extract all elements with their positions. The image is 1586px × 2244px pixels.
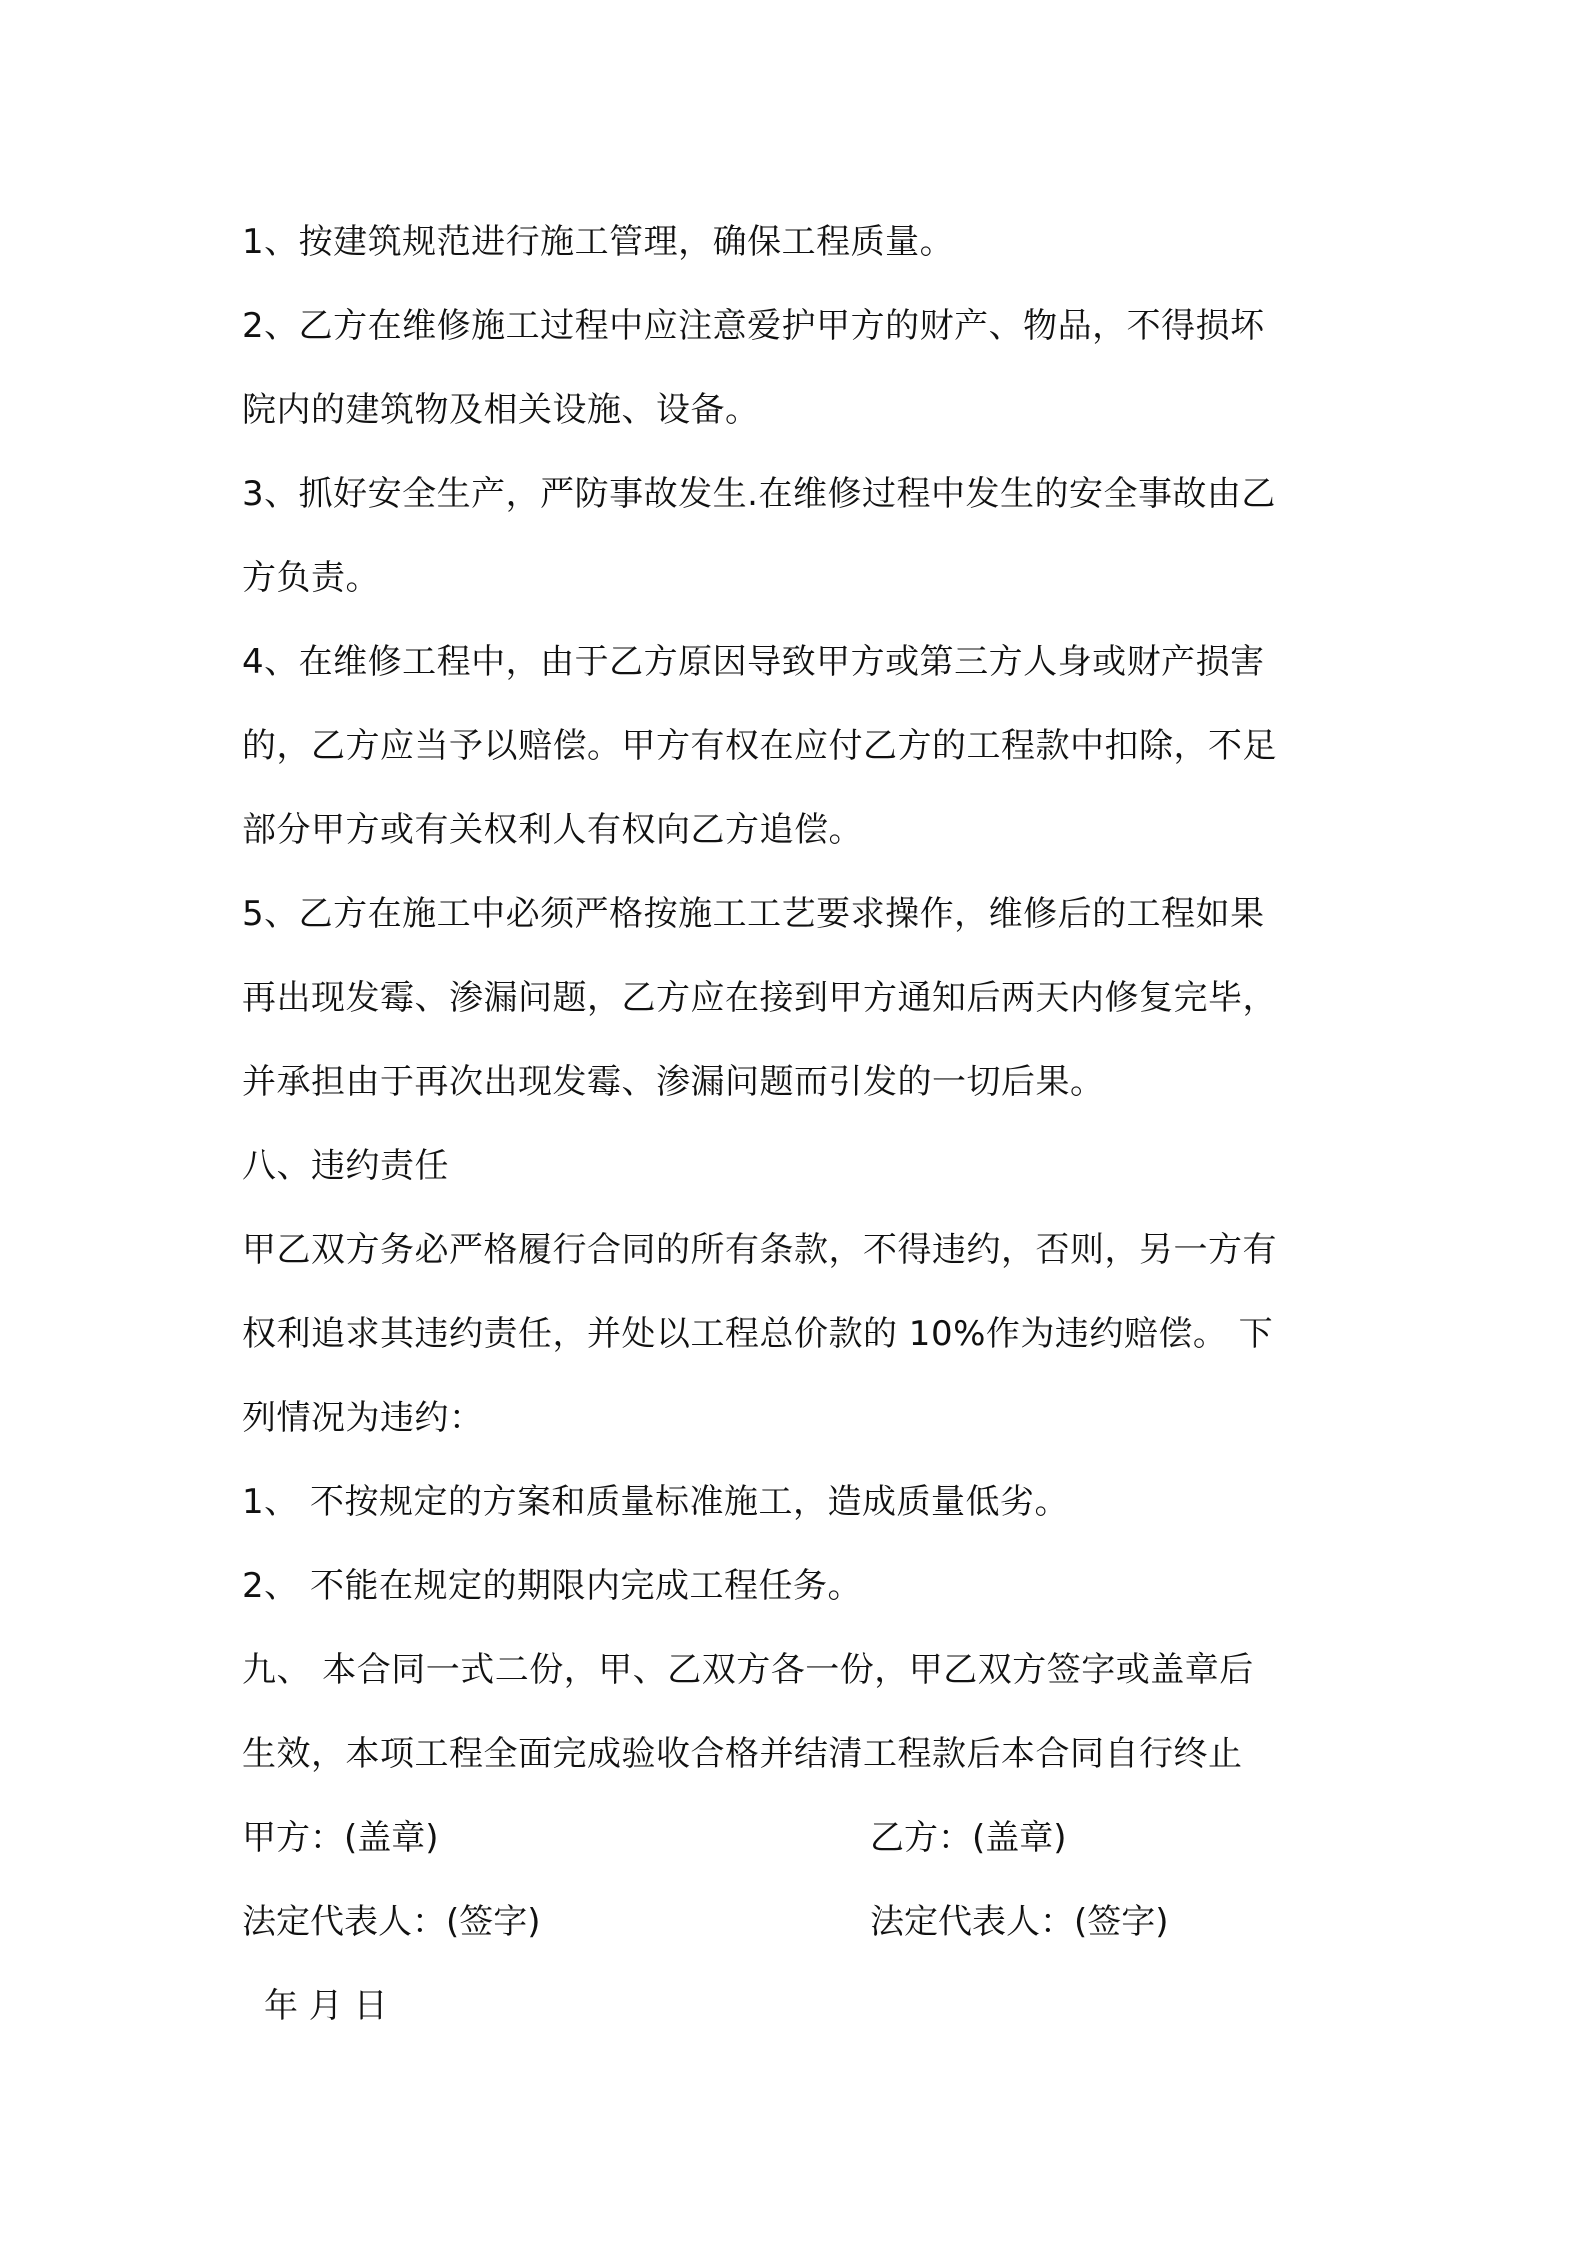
clause-4-line-2: 的，乙方应当予以赔偿。甲方有权在应付乙方的工程款中扣除，不足	[242, 726, 1277, 766]
section-8-heading: 八、违约责任	[242, 1146, 449, 1186]
section-8-body-line-2: 权利追求其违约责任，并处以工程总价款的 10%作为违约赔偿。 下	[242, 1314, 1274, 1354]
clause-5-line-1: 5、乙方在施工中必须严格按施工工艺要求操作，维修后的工程如果	[242, 894, 1265, 934]
clause-2-line-2: 院内的建筑物及相关设施、设备。	[242, 390, 760, 430]
clause-5-line-2: 再出现发霉、渗漏问题，乙方应在接到甲方通知后两天内修复完毕，	[242, 978, 1277, 1018]
section-9-line-2: 生效，本项工程全面完成验收合格并结清工程款后本合同自行终止	[242, 1734, 1243, 1774]
clause-4-line-1: 4、在维修工程中，由于乙方原因导致甲方或第三方人身或财产损害	[242, 642, 1265, 682]
seal-row	[242, 1796, 1362, 1880]
breach-item-1: 1、 不按规定的方案和质量标准施工，造成质量低劣。	[242, 1482, 1069, 1522]
party-a-seal: 甲方：(盖章)	[242, 1818, 439, 1858]
party-b-representative: 法定代表人：(签字)	[870, 1902, 1169, 1942]
clause-3-line-2: 方负责。	[242, 558, 380, 598]
clause-2-line-1: 2、乙方在维修施工过程中应注意爱护甲方的财产、物品，不得损坏	[242, 306, 1265, 346]
section-8-body-line-1: 甲乙双方务必严格履行合同的所有条款，不得违约，否则，另一方有	[242, 1230, 1277, 1270]
party-a-representative: 法定代表人：(签字)	[242, 1902, 541, 1942]
signing-date: 年 月 日	[264, 1986, 388, 2026]
section-8-body-line-3: 列情况为违约：	[242, 1398, 484, 1438]
representative-row	[242, 1880, 1362, 1964]
contract-body	[242, 200, 1362, 2048]
clause-3-line-1: 3、抓好安全生产，严防事故发生.在维修过程中发生的安全事故由乙	[242, 474, 1276, 514]
clause-5-line-3: 并承担由于再次出现发霉、渗漏问题而引发的一切后果。	[242, 1062, 1105, 1102]
clause-1: 1、按建筑规范进行施工管理，确保工程质量。	[242, 222, 955, 262]
party-b-seal: 乙方：(盖章)	[870, 1818, 1067, 1858]
section-9-line-1: 九、 本合同一式二份，甲、乙双方各一份，甲乙双方签字或盖章后	[242, 1650, 1254, 1690]
clause-4-line-3: 部分甲方或有关权利人有权向乙方追偿。	[242, 810, 863, 850]
breach-item-2: 2、 不能在规定的期限内完成工程任务。	[242, 1566, 862, 1606]
